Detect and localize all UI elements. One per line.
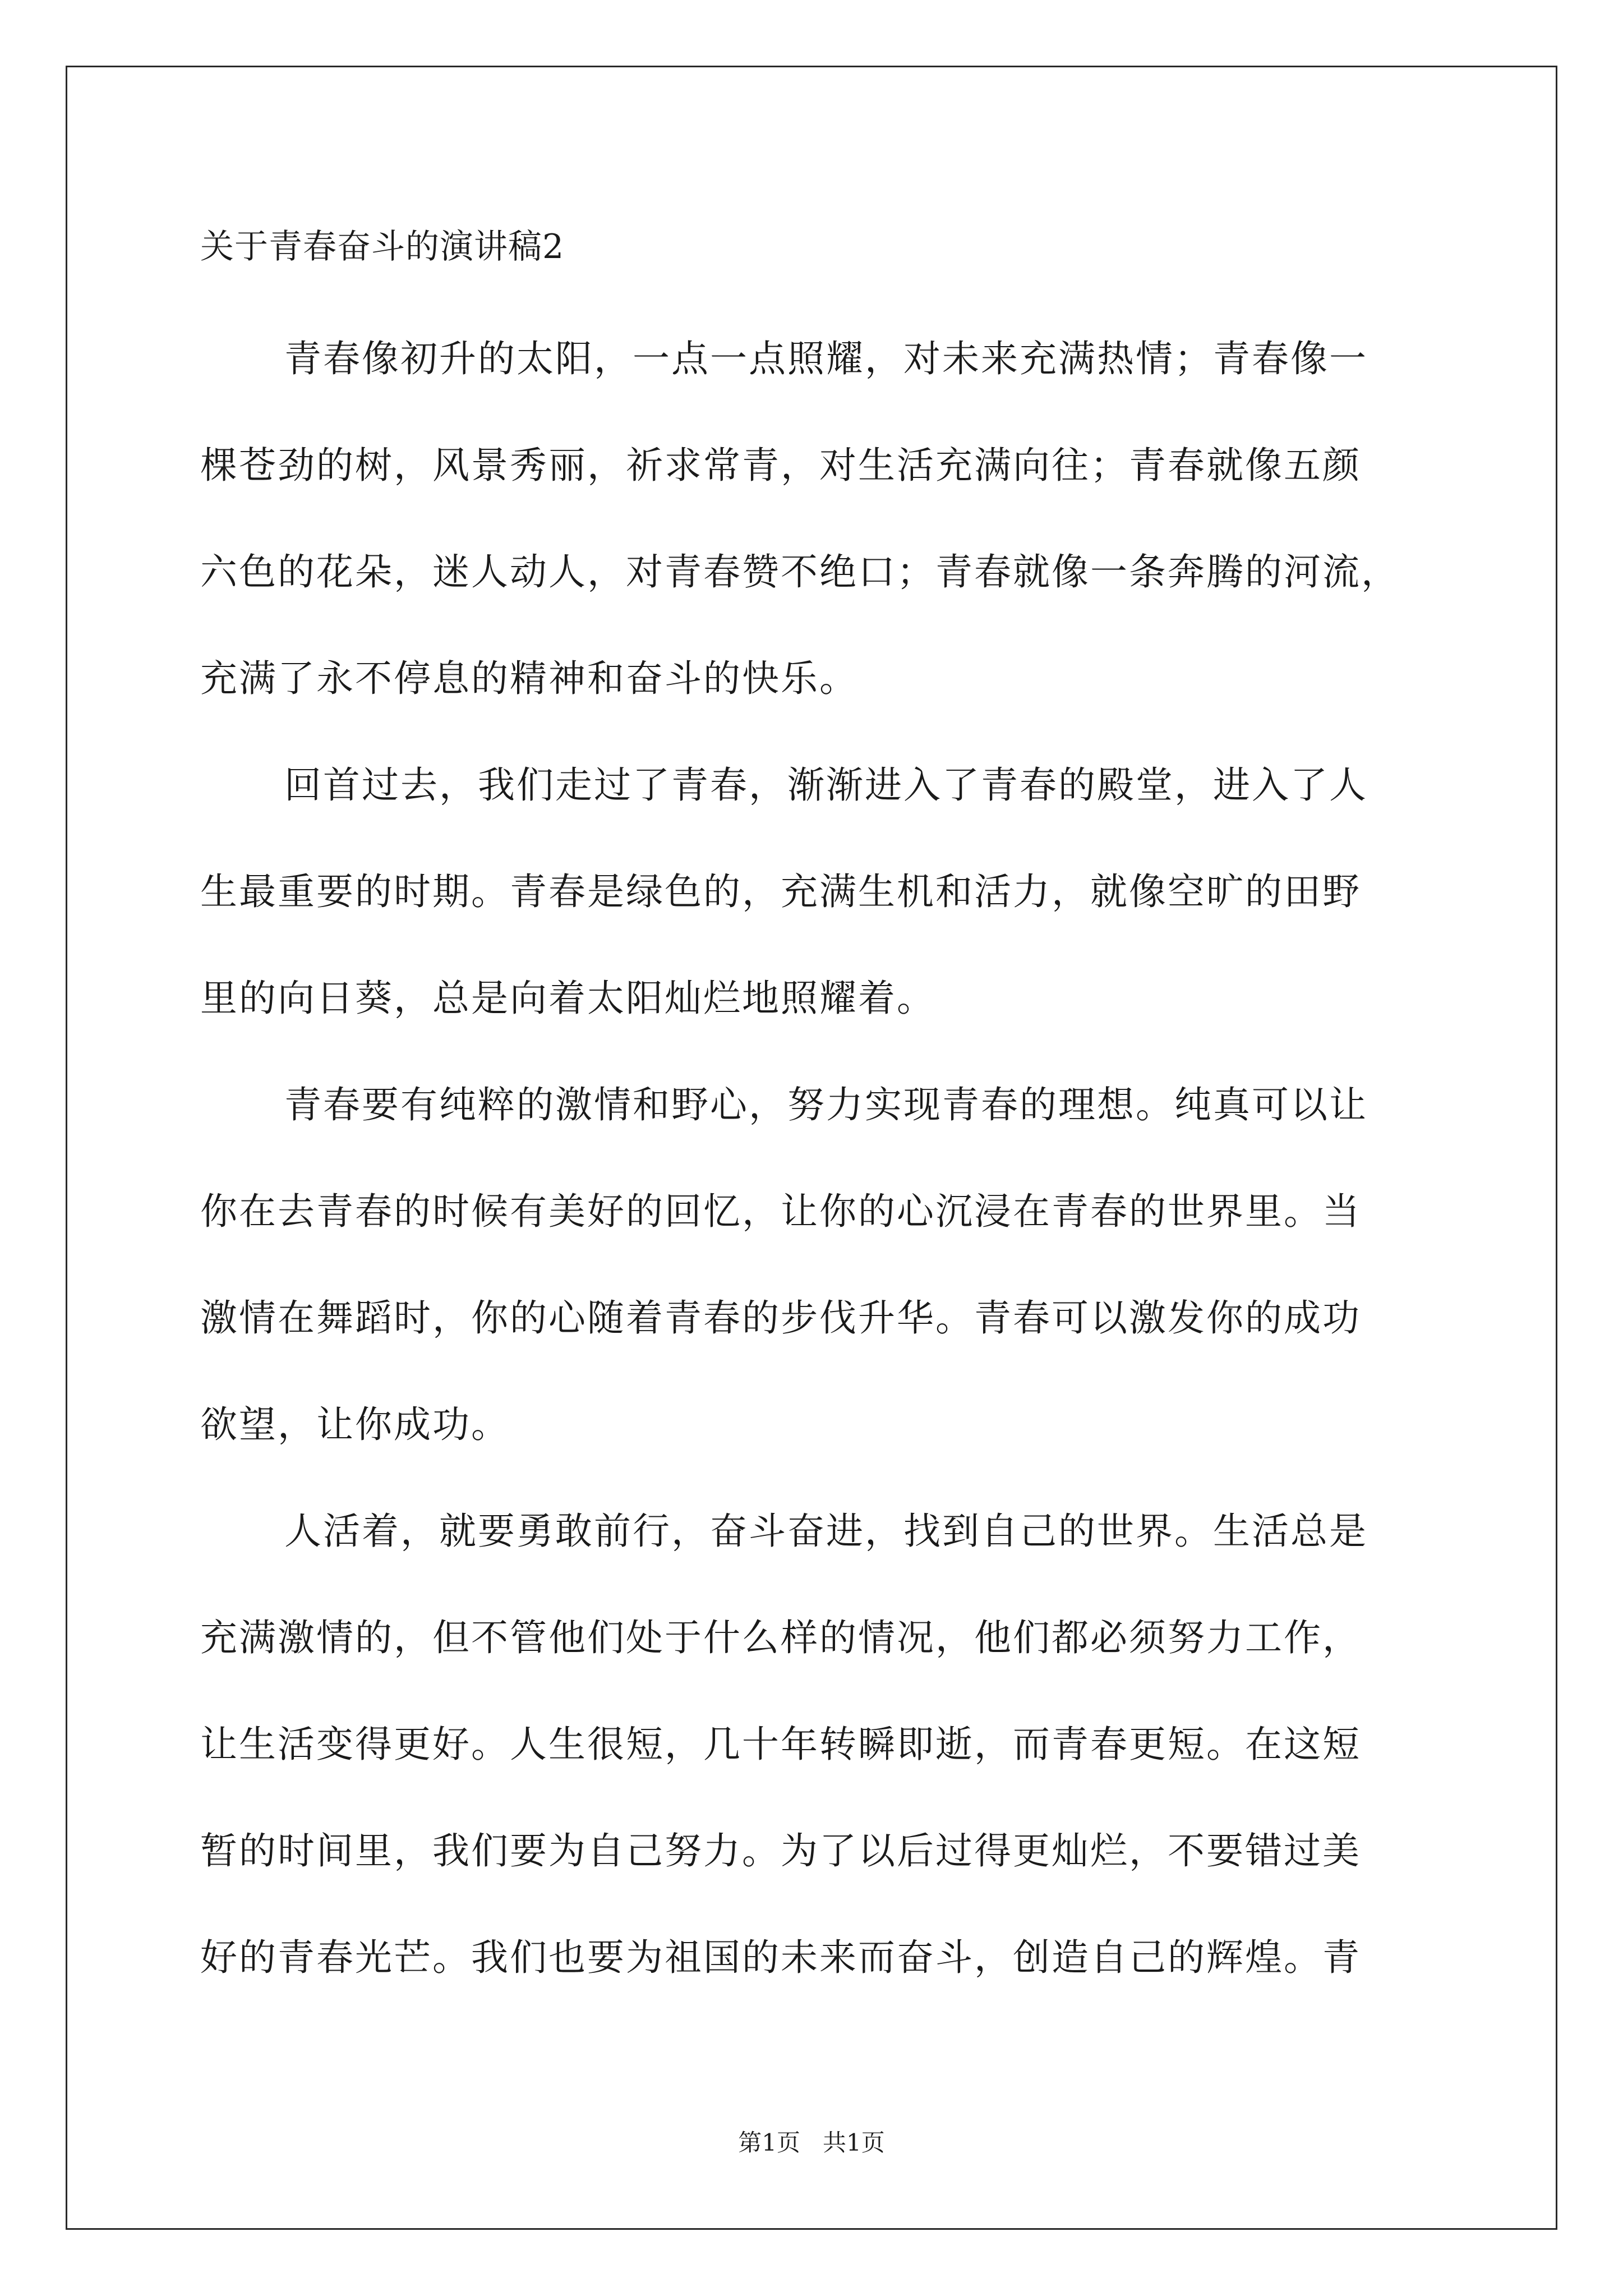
paragraph-line: 人活着，就要勇敢前行，奋斗奋进，找到自己的世界。生活总是	[284, 1510, 1368, 1553]
paragraph-line: 激情在舞蹈时，你的心随着青春的步伐升华。青春可以激发你的成功	[200, 1296, 1361, 1340]
paragraph-line: 青春像初升的太阳，一点一点照耀，对未来充满热情；青春像一	[284, 337, 1368, 380]
document-title: 关于青春奋斗的演讲稿2	[200, 227, 565, 266]
paragraph-1	[200, 306, 1400, 732]
paragraph-line: 让生活变得更好。人生很短，几十年转瞬即逝，而青春更短。在这短	[200, 1723, 1361, 1766]
paragraph-line: 里的向日葵，总是向着太阳灿烂地照耀着。	[200, 977, 935, 1020]
paragraph-2	[200, 732, 1368, 1052]
paragraph-line: 充满激情的，但不管他们处于什么样的情况，他们都必须努力工作，	[200, 1616, 1361, 1659]
paragraph-4	[200, 1478, 1368, 2011]
page-number-footer: 第1页 共1页	[738, 2129, 885, 2156]
paragraph-line: 棵苍劲的树，风景秀丽，祈求常青，对生活充满向往；青春就像五颜	[200, 444, 1361, 487]
paragraph-line: 回首过去，我们走过了青春，渐渐进入了青春的殿堂，进入了人	[284, 763, 1368, 807]
paragraph-line: 六色的花朵，迷人动人，对青春赞不绝口；青春就像一条奔腾的河流，	[200, 550, 1400, 593]
paragraph-line: 欲望，让你成功。	[200, 1403, 510, 1446]
paragraph-line: 青春要有纯粹的激情和野心，努力实现青春的理想。纯真可以让	[284, 1083, 1368, 1126]
paragraph-3	[200, 1052, 1368, 1478]
paragraph-line: 暂的时间里，我们要为自己努力。为了以后过得更灿烂，不要错过美	[200, 1829, 1361, 1872]
paragraph-line: 好的青春光芒。我们也要为祖国的未来而奋斗，创造自己的辉煌。青	[200, 1936, 1361, 1979]
paragraph-line: 充满了永不停息的精神和奋斗的快乐。	[200, 657, 858, 700]
paragraph-line: 生最重要的时期。青春是绿色的，充满生机和活力，就像空旷的田野	[200, 870, 1361, 913]
paragraph-line: 你在去青春的时候有美好的回忆，让你的心沉浸在青春的世界里。当	[200, 1190, 1361, 1233]
